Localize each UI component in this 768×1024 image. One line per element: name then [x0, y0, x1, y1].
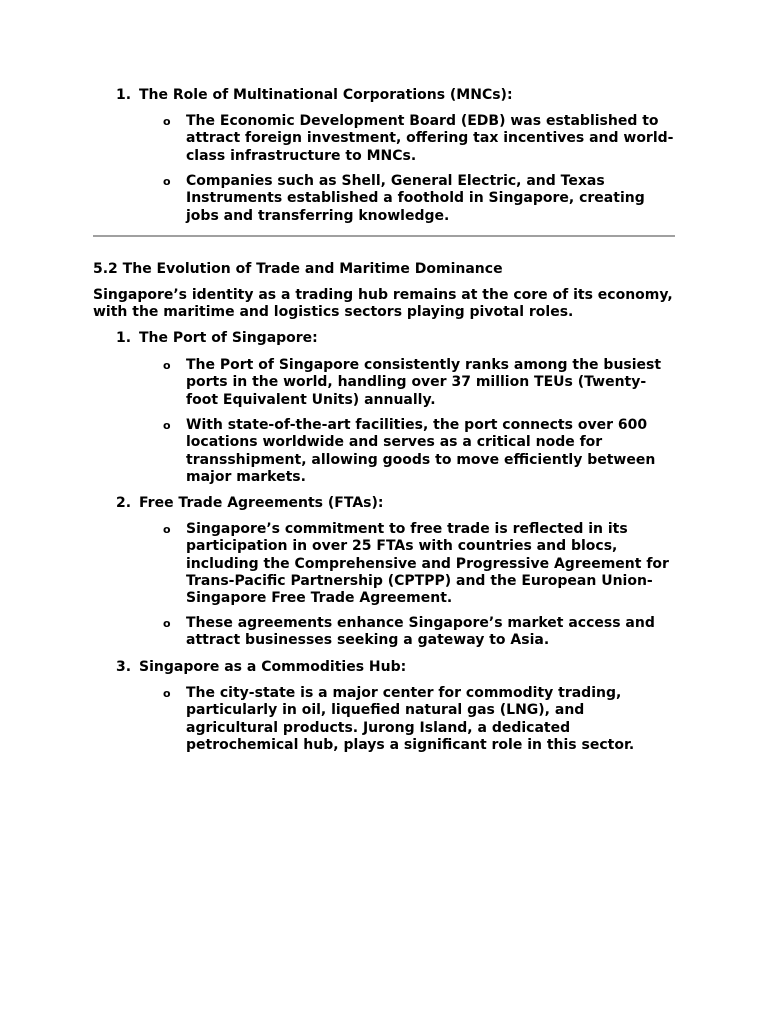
bullet-text: The Economic Development Board (EDB) was established to attract foreign investment, offering tax incentives and world-class infrastructure to MNCs.	[186, 113, 674, 164]
list-item-commodities	[116, 659, 676, 676]
bullet-marker-icon: o	[163, 617, 171, 630]
section-heading: 5.2 The Evolution of Trade and Maritime Dominance	[93, 261, 503, 277]
bullet-marker-icon: o	[163, 523, 171, 536]
list-item-title: The Port of Singapore:	[139, 330, 318, 346]
list-number: 2.	[116, 495, 132, 511]
list-item-ftas	[116, 495, 676, 512]
list-number: 3.	[116, 659, 132, 675]
section-intro-paragraph: Singapore’s identity as a trading hub remains at the core of its economy, with the maritime and logistics sectors playing pivotal roles.	[93, 287, 673, 321]
list-number: 1.	[116, 87, 132, 103]
bullet-marker-icon: o	[163, 115, 171, 128]
bullet-text: These agreements enhance Singapore’s market access and attract businesses seeking a gateway to Asia.	[186, 615, 655, 649]
list-item-title: The Role of Multinational Corporations (MNCs):	[139, 87, 513, 103]
bullet-marker-icon: o	[163, 359, 171, 372]
bullet-marker-icon: o	[163, 687, 171, 700]
bullet-text: Singapore’s commitment to free trade is reflected in its participation in over 25 FTAs with countries and blocs, including the Comprehensive and Progressive Agreement for Trans-Pacific Partnership (CPTPP) and the European Union-Singapore Free Trade Agreement.	[186, 521, 669, 607]
horizontal-divider	[93, 235, 675, 237]
bullet-text: With state-of-the-art facilities, the port connects over 600 locations worldwide and serves as a critical node for transshipment, allowing goods to move efficiently between major markets.	[186, 417, 656, 485]
bullet-marker-icon: o	[163, 175, 171, 188]
bullet-text: Companies such as Shell, General Electric, and Texas Instruments established a foothold in Singapore, creating jobs and transferring knowledge.	[186, 173, 645, 224]
list-item-port	[116, 330, 676, 347]
list-item-mncs	[116, 87, 676, 104]
bullet-text: The city-state is a major center for commodity trading, particularly in oil, liquefied natural gas (LNG), and agricultural products. Jurong Island, a dedicated petrochemical hub, plays a significant role in this sector.	[186, 685, 635, 753]
list-item-title: Free Trade Agreements (FTAs):	[139, 495, 384, 511]
bullet-marker-icon: o	[163, 419, 171, 432]
list-number: 1.	[116, 330, 132, 346]
list-item-title: Singapore as a Commodities Hub:	[139, 659, 407, 675]
bullet-text: The Port of Singapore consistently ranks among the busiest ports in the world, handling over 37 million TEUs (Twenty-foot Equivalent Units) annually.	[186, 357, 662, 408]
